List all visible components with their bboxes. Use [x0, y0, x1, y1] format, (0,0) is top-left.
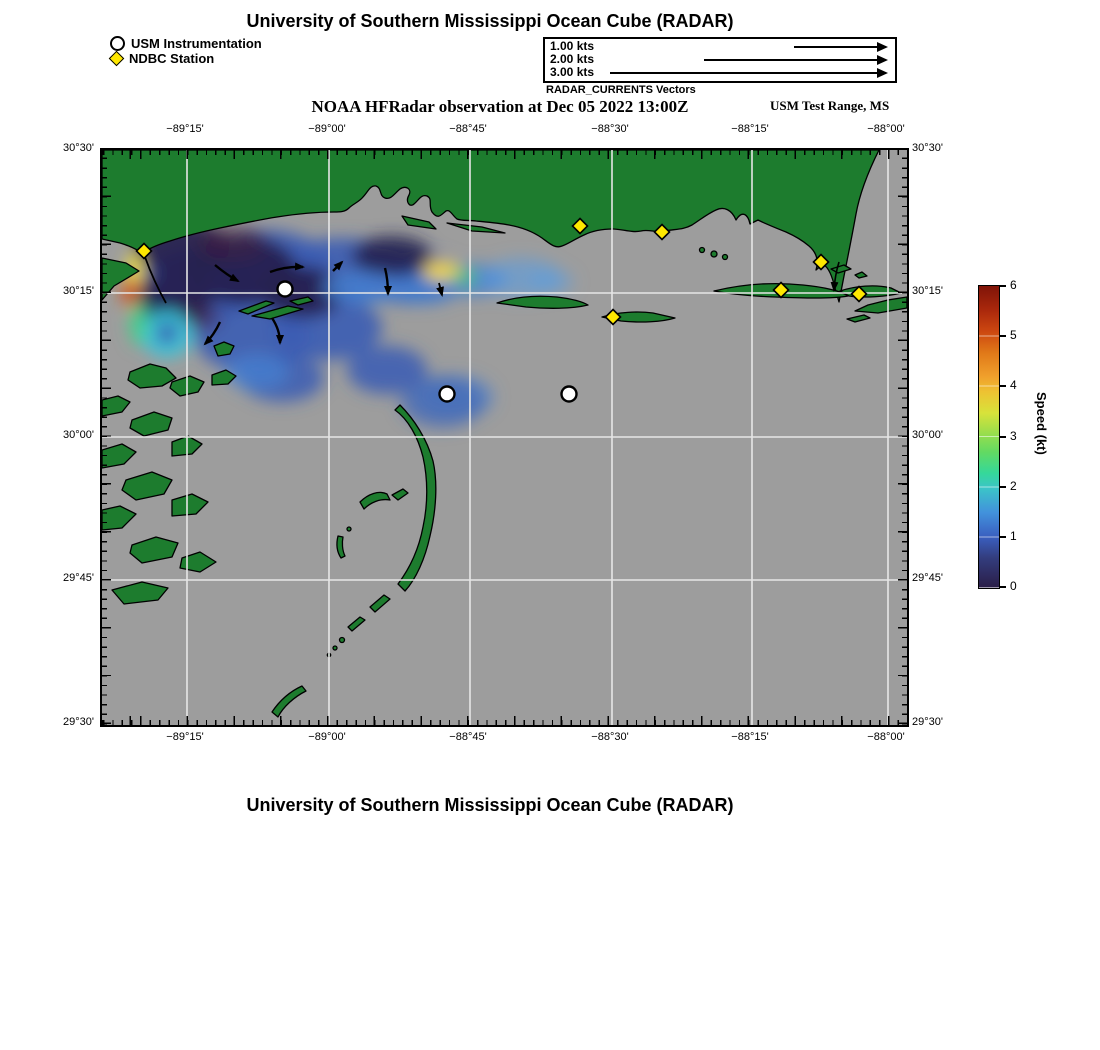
- marsh-islands: [180, 552, 216, 572]
- chandeleur-islands-arc: [370, 595, 390, 612]
- x-axis-bottom-label: −89°00': [308, 731, 346, 743]
- observation-subtitle: NOAA HFRadar observation at Dec 05 2022 13:00Z: [311, 97, 689, 116]
- y-axis-right-label: 30°30': [912, 142, 943, 154]
- x-axis-bottom-label: −89°15': [166, 731, 204, 743]
- map-canvas: [102, 150, 907, 725]
- legend-usm-label: USM Instrumentation: [131, 36, 262, 51]
- marsh-islands: [112, 582, 168, 604]
- geographic-map: [100, 148, 909, 727]
- footer-title: University of Southern Mississippi Ocean Cube (RADAR): [246, 795, 734, 815]
- x-axis-bottom-label: −88°45': [449, 731, 487, 743]
- chandeleur-islands-arc: [333, 646, 337, 650]
- chandeleur-islands-arc: [340, 638, 345, 643]
- usm-circle-icon: [110, 36, 125, 51]
- colorbar-tick: [999, 335, 1006, 337]
- ndbc-diamond-icon: [109, 51, 125, 67]
- test-range-label: USM Test Range, MS: [770, 98, 890, 113]
- page-title: University of Southern Mississippi Ocean Cube (RADAR): [246, 11, 734, 31]
- y-axis-right-label: 30°00': [912, 429, 943, 441]
- colorbar-tick-label: 4: [1010, 378, 1017, 392]
- x-axis-top-label: −88°45': [449, 123, 487, 135]
- barrier-island: [497, 296, 588, 308]
- vector-scale-1kt-arrow-icon: [794, 46, 886, 48]
- colorbar-tick: [999, 586, 1006, 588]
- bottom-axis-major-ticks: [102, 716, 907, 725]
- vector-scale-caption: RADAR_CURRENTS Vectors: [546, 84, 696, 96]
- colorbar-tick-label: 3: [1010, 429, 1017, 443]
- colorbar-tick-label: 6: [1010, 278, 1017, 292]
- islet: [855, 272, 867, 278]
- y-axis-left-label: 29°30': [63, 716, 94, 728]
- vector-scale-2kt-label: 2.00 kts: [550, 52, 595, 66]
- colorbar-gridlines: [979, 286, 999, 588]
- left-axis-major-ticks: [102, 150, 111, 725]
- x-axis-bottom-label: −88°00': [867, 731, 905, 743]
- speed-colorbar: [978, 285, 1000, 589]
- south-islet: [272, 686, 306, 717]
- x-axis-top-label: −88°15': [731, 123, 769, 135]
- coastal-spit: [447, 223, 505, 233]
- colorbar-tick: [999, 385, 1006, 387]
- islet: [700, 248, 705, 253]
- right-axis-major-ticks: [898, 150, 907, 725]
- marsh-islands: [130, 412, 172, 436]
- usm-instrument-icon: [562, 387, 577, 402]
- colorbar-tick-label: 0: [1010, 579, 1017, 593]
- colorbar-tick: [999, 486, 1006, 488]
- current-speed-heatmap: [122, 220, 574, 428]
- vector-scale-3kt-arrow-icon: [610, 72, 886, 74]
- ndbc-station-icon: [606, 310, 621, 325]
- x-axis-top-label: −88°00': [867, 123, 905, 135]
- coastal-spit: [402, 216, 436, 229]
- islet: [723, 255, 728, 260]
- islet: [711, 251, 717, 257]
- vector-scale-2kt-arrow-icon: [704, 59, 886, 61]
- mid-islet: [360, 492, 390, 509]
- vector-scale-3kt-label: 3.00 kts: [550, 65, 595, 79]
- usm-instrument-icon: [440, 387, 455, 402]
- x-axis-top-label: −89°15': [166, 123, 204, 135]
- vector-scale-box: [543, 37, 897, 83]
- x-axis-bottom-label: −88°15': [731, 731, 769, 743]
- y-axis-left-label: 30°00': [63, 429, 94, 441]
- y-axis-left-label: 30°30': [63, 142, 94, 154]
- legend-item-usm: [110, 36, 262, 51]
- marsh-islands: [122, 472, 172, 500]
- colorbar-tick: [999, 536, 1006, 538]
- chandeleur-islands-arc: [348, 617, 365, 631]
- mid-islet: [347, 527, 351, 531]
- colorbar-tick-label: 2: [1010, 479, 1017, 493]
- top-axis-major-ticks: [102, 150, 907, 159]
- x-axis-top-label: −88°30': [591, 123, 629, 135]
- mid-islet: [337, 536, 345, 558]
- x-axis-bottom-label: −88°30': [591, 731, 629, 743]
- legend-item-ndbc: [110, 51, 262, 66]
- marsh-islands: [172, 494, 208, 516]
- marsh-islands: [130, 537, 178, 563]
- y-axis-right-label: 29°30': [912, 716, 943, 728]
- marsh-islands: [128, 364, 176, 388]
- legend-ndbc-label: NDBC Station: [129, 51, 215, 66]
- map-legend: [110, 36, 262, 66]
- y-axis-right-label: 30°15': [912, 285, 943, 297]
- colorbar-tick-label: 5: [1010, 328, 1017, 342]
- y-axis-left-label: 30°15': [63, 285, 94, 297]
- colorbar-axis-label: Speed (kt): [1034, 392, 1049, 455]
- colorbar-tick: [999, 285, 1006, 287]
- colorbar-tick-label: 1: [1010, 529, 1017, 543]
- vector-scale-1kt-label: 1.00 kts: [550, 39, 595, 53]
- barrier-island: [840, 286, 901, 297]
- y-axis-left-label: 29°45': [63, 572, 94, 584]
- usm-instrument-icon: [278, 282, 293, 297]
- mid-islet: [392, 489, 408, 500]
- x-axis-top-label: −89°00': [308, 123, 346, 135]
- y-axis-right-label: 29°45': [912, 572, 943, 584]
- colorbar-tick: [999, 436, 1006, 438]
- islet: [847, 315, 870, 322]
